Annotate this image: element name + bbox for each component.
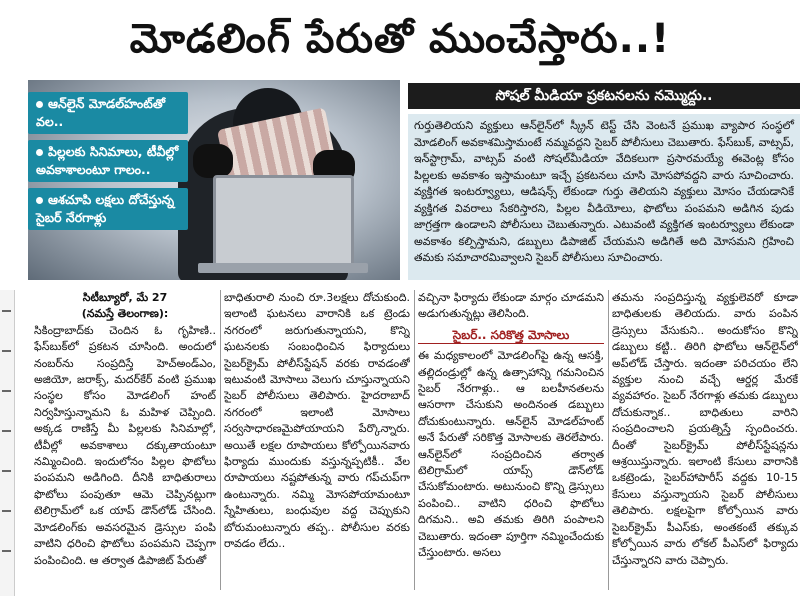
column-text: తమను సంప్రదిస్తున్న వ్యక్తులెవరో కూడా బాధితులకు తెలియదు. వారు పంపిన డ్రెస్సులు వేసుకుని.. అందుకోసం కొన్ని డబ్బులు కట్టి.. తిరిగి ఫొటోలు ఆన్‌లైన్‌లో అప్‌లోడ్ చేస్తారు. ఇదంతా పరిచయం లేని వ్యక్తుల నుంచి వచ్చే ఆర్డర్ల మేరకే వ్యవహారం. సైబర్ నేరగాళ్లు తమకు డబ్బులు దోచుకున్నాక.. బాధితులు వారిని సంప్రదించాలని ప్రయత్నిస్తే స్పందించరు. దీంతో సైబర్‌క్రైమ్ పోలీస్‌స్టేషన్లను ఆశ్రయిస్తున్నారు. ఇలాంటి కేసులు వారానికి ఒకట్రెండు, సైబర్‌హాపారీస్‌ వద్దకు 10-15 కేసులు వస్తున్నాయని సైబర్ పోలీసులు తెలిపారు. లక్షలపైగా కోల్పోయిన వారు సైబర్‌క్రైమ్ పీఎస్‌కు, అంతకంటే తక్కువ కోల్పోయిన వారు లోకల్ పీఎస్‌లో ఫిర్యాదు చేస్తున్నారని వారు చెప్పారు. — [612, 291, 798, 567]
margin-tick — [2, 350, 11, 352]
margin-tick — [2, 430, 11, 432]
column-text: సికింద్రాబాద్‌కు చెందిన ఓ గృహిణి.. ఫేస్‌బుక్‌లో ప్రకటన చూసింది. అందులో నంబర్‌ను సంప్రదిస్తే హెచ్‌అండ్‌ఎం, అజియో, జరాక్స్, మదర్‌కేర్ వంటి ప్రముఖ సంస్థల కోసం మోడలింగ్ హంట్ నిర్వహిస్తున్నామని ఓ మహిళ చెప్పింది. అక్కడ రాణిస్తే మీ పిల్లలకు సినిమాల్లో, టీవీల్లో అవకాశాలు దక్కుతాయంటూ నమ్మించింది. ఇందులోనం పిల్లల ఫొటోలు పంపమని అడిగింది. దీనికి బాధితురాలు ఫొటోలు పంపుతూ ఆమె చెప్పినట్లుగా టెలిగ్రామ్‌లో ఒక యాప్ డౌన్‌లోడ్ చేసింది. మోడలింగ్‌కు అవసరమైన డ్రెస్సుల పంపి వాటిని ధరించి ఫొటోలు పంపమని చెప్పగా పంపించింది. ఆ తర్వాత డిపాజిట్ పేరుతో — [34, 323, 216, 567]
bullet-item: ఆన్‌లైన్ మోడల్‌హంట్‌తో వల.. — [28, 92, 188, 134]
byline: (నమస్తే తెలంగాణ): — [81, 307, 169, 321]
margin-tick — [2, 470, 11, 472]
bullet-item: ఆశచూపి లక్షలు దోచేస్తున్న సైబర్ నేరగాళ్లు — [28, 188, 188, 230]
highlight-bullets — [28, 92, 188, 236]
article-column-3 — [418, 290, 604, 596]
margin-tick — [2, 310, 11, 312]
sidebar-title: సోషల్ మీడియా ప్రకటనలను నమ్మొద్దు.. — [408, 83, 800, 109]
margin-tick — [2, 550, 11, 552]
headline: మోడలింగ్ పేరుతో ముంచేస్తారు..! — [129, 16, 671, 62]
laptop — [213, 175, 354, 271]
bullet-dot-icon — [36, 197, 43, 204]
laptop-base — [198, 263, 368, 273]
column-text: వచ్చినా ఫిర్యాదు లేకుండా మార్గం చూడమని అడుగుతున్నట్లు తెలిసింది. — [418, 291, 604, 321]
article-column-1 — [34, 290, 216, 596]
glove-left — [193, 144, 233, 178]
column-text: ఈ మధ్యకాలంలో మోడలింగ్‌పై ఉన్న ఆసక్తి, తల్లిదండ్రుల్లో ఉన్న ఉత్సాహాన్ని గమనించిన సైబర్ నేరగాళ్లు.. ఆ బలహీనతలను ఆసరాగా చేసుకుని అందినంత డబ్బులు దోచుకుంటున్నారు. ఆన్‌లైన్ మోడల్‌హంట్ అనే పేరుతో సరికొత్త మోసాలకు తెరలేపారు. ఆన్‌లైన్‌లో సంప్రదించిన తర్వాత టెలిగ్రామ్‌లో యాప్స్ డౌన్‌లోడ్ చేసుకోమంటారు. అటునుంచి కొన్ని డ్రెస్సులు పంపించి.. వాటిని ధరించి ఫొటోలు దిగమని.. అవి తమకు తిరిగి పంపాలని చెబుతారు. ఇదంతా పూర్తిగా నమ్మించేందుకు చేస్తుంటారు. అసలు — [418, 349, 604, 560]
article-column-2 — [224, 290, 410, 596]
page-margin-strip — [0, 290, 15, 596]
bullet-dot-icon — [36, 149, 43, 156]
margin-tick — [2, 390, 11, 392]
section-heading: సైబర్.. సరికొత్త మోసాలు — [418, 327, 604, 344]
bullet-item: పిల్లలకు సినిమాలు, టీవీల్లో అవకాశాలంటూ గాలం.. — [28, 140, 188, 182]
column-rule — [414, 290, 415, 590]
sidebar-body: గుర్తుతెలియని వ్యక్తులు ఆన్‌లైన్‌లో స్క్రీన్ టెస్ట్ చేసి వెంటనే ప్రముఖ వ్యాపార సంస్థలో మోడలింగ్ అవకాశమిస్తామంటే నమ్మవద్దని సైబర్ పోలీసులు చెబుతారు. ఫేస్‌బుక్, వాట్సప్, ఇన్‌స్టాగ్రామ్, వాట్సప్ వంటి సోషల్‌మీడియా వేదికలుగా ప్రసారమయ్యే ఈవెంట్ల కోసం పిల్లలకు అవకాశం ఇస్తామంటూ ఇచ్చే ప్రకటనలు చూసి మోసపోవద్దని వారు సూచించారు. వ్యక్తిగత ఇంటర్వ్యూలు, ఆడిషన్స్ లేకుండా గుర్తు తెలియని వ్యక్తులు మోసం చేయడానికే వ్యక్తిగత వివరాలు సేకరిస్తారని, పిల్లల వీడియోలు, ఫొటోలు పంపమని అడిగిన పుడు జాగ్రత్తగా ఉండాలని పోలీసులు చెబుతున్నారు. ఎటువంటి వ్యక్తిగత ఇంటర్వ్యూలు లేకుండా అవకాశం కల్పిస్తామని, డబ్బులు డిపాజిట్ చేయమని అడిగితే అది మోసమని గ్రహించి తమకు సమాచారమివ్వాలని సైబర్ పోలీసులు సూచించారు. — [408, 114, 800, 280]
article-body — [34, 290, 800, 596]
hero-section — [28, 80, 800, 280]
column-text: బాధితురాలి నుంచి రూ.3లక్షలు దోచుకుంది. ఇలాంటి ఘటనలు వారానికి ఒక ట్రెండు నగరంలో జరుగుతున్నాయని, కొన్ని ఘటనలకు సంబంధించిన ఫిర్యాదులు సైబర్‌క్రైమ్ పోలీస్‌స్టేషన్ వరకు రావడంతో ఇటువంటి మోసాలు వెలుగు చూస్తున్నాయని సైబర్ పోలీసులు తెలిపారు. హైదరాబాద్ నగరంలో ఇలాంటి మోసాలు సర్వసాధారణమైపోయాయని పేర్కొన్నారు. అయితే లక్షల రూపాయలు కోల్పోయినవారు ఫిర్యాదు ముందుకు వస్తున్నప్పటికీ.. వేల రూపాయలు నష్టపోతున్న వారు గప్‌చుప్‌గా ఉంటున్నారు. నమ్మి మోసపోయామంటూ స్నేహితులు, బంధువుల వద్ద చెప్పుకుని బోరుమంటున్నారు తప్ప.. పోలీసుల వరకు రావడం లేదు.. — [224, 291, 410, 551]
hacker-image — [28, 80, 400, 280]
column-rule — [220, 290, 221, 590]
margin-tick — [2, 510, 11, 512]
article-column-4 — [612, 290, 798, 596]
dateline: సిటీబ్యూరో, మే 27 — [82, 291, 168, 304]
bullet-dot-icon — [36, 101, 43, 108]
column-rule — [608, 290, 609, 590]
